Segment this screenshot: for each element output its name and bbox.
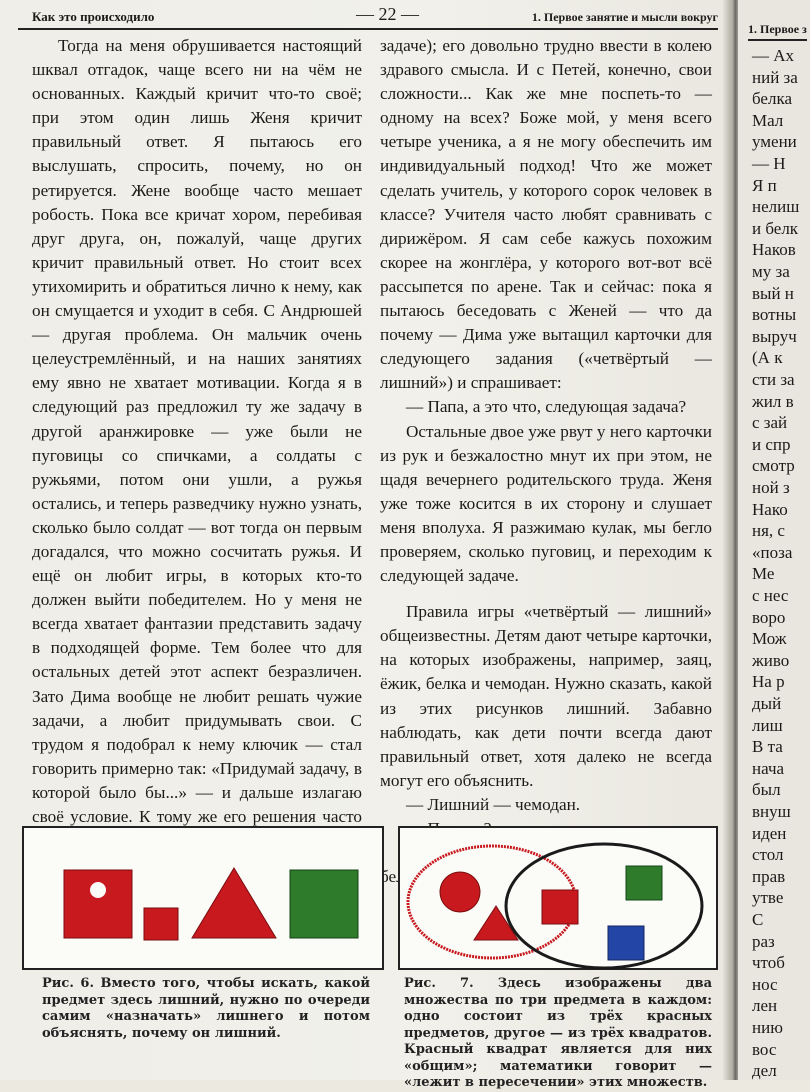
figure-6-caption: Рис. 6. Вместо того, чтобы искать, какой предмет здесь лишний, нужно по очереди самим «назначать» лишнего и потом объяснять, почему он лишний. <box>42 976 370 1041</box>
adjacent-page-line: вотны <box>752 305 797 325</box>
adjacent-page-line: Ме <box>752 564 775 584</box>
adjacent-page-line: и спр <box>752 434 791 454</box>
adjacent-page-line: С <box>752 910 764 929</box>
adjacent-page-line: нелиш <box>752 197 800 217</box>
adjacent-page-line: Я п <box>752 175 777 195</box>
adjacent-page-line: с зай <box>752 413 788 433</box>
adjacent-page-line: и белк <box>752 218 799 238</box>
adjacent-page-line: Нако <box>752 499 788 519</box>
adjacent-page-line: умени <box>752 132 797 152</box>
adjacent-page-line: стол <box>752 845 784 865</box>
red-triangle <box>474 906 518 940</box>
adjacent-page-line: На р <box>752 672 785 692</box>
text-column-left <box>32 34 362 877</box>
adjacent-page-line: вос <box>752 1039 777 1059</box>
blue-square <box>608 926 644 960</box>
dialogue-line: — Папа, а это что, следующая задача? <box>406 397 687 417</box>
figure-6-shapes <box>24 828 382 968</box>
figure-6 <box>22 826 384 970</box>
adjacent-page <box>738 0 810 1080</box>
adjacent-page-line: лиш <box>752 715 783 735</box>
adjacent-page-line: выруч <box>752 326 797 346</box>
adjacent-page-line: ний за <box>752 67 798 87</box>
red-square-with-hole <box>64 870 132 938</box>
paragraph: Остальные двое уже рвут у него карточки из рук и безжалостно мнут их при этом, не щадя вечернего родительского труда. Женя уже тоже косится в их сторону и слушает меня вполуха. Я разжимаю кулак, мы бегло проверяем, сколько пуговиц, и переходим к следующей задаче. <box>380 421 712 586</box>
adjacent-page-line: нача <box>752 758 785 778</box>
adjacent-page-line: дый <box>752 694 782 713</box>
header-section-title: Как это происходило <box>32 9 155 24</box>
adjacent-page-line: Мож <box>752 629 787 649</box>
adjacent-page-line: чтоб <box>752 953 785 973</box>
adjacent-page-line: утве <box>752 888 784 908</box>
paragraph: Тогда на меня обрушивается настоящий шквал отгадок, чаще всего ни на чём не основанных. Каждый кричит что-то своё; при этом один лишь Женя кричит правильный ответ. Я пытаюсь его выслушать, спросить, почему, но он ретируется. Жене вообще часто мешает робость. Пока все кричат хором, перебивая друг друга, он, пожалуй, чаще других кричит правильный ответ. Но стоит всех утихомирить и обратиться лично к нему, как он смущается и уходит в себя. С Андрюшей — другая проблема. Он мальчик очень целеустремлённый, и на наших занятиях ему явно не хватает мотивации. Когда я в следующий раз предложил ту же задачу в другой аранжировке — уже были не пуговицы со спичками, а солдаты с ружьями, потом они ушли, а ружья остались, и теперь разведчику нужно узнать, сколько было солдат — вот тогда он первым догадался, что можно сосчитать ружья. И ещё он любит игры, в которых кто-то должен выйти победителем. Но у меня не всегда хватает фантазии представить задачу в подходящей форме. Тем более что для остальных детей этот аспект безразличен. Зато Дима вообще не любит решать чужие задачи, а любит придумывать свои. С трудом я подобрал к нему ключик — стал говорить примерно так: «Придумай задачу, в которой было бы...» — и дальше излагаю своё условие. К тому же его решения часто <box>32 36 362 826</box>
adjacent-page-line: сти за <box>752 370 795 389</box>
adjacent-page-header: 1. Первое з <box>748 22 807 41</box>
adjacent-page-line: вый н <box>752 283 794 303</box>
adjacent-page-line: внуш <box>752 802 791 821</box>
red-triangle <box>192 868 276 938</box>
adjacent-page-line: прав <box>752 866 786 886</box>
text-column-right <box>380 34 712 889</box>
figure-7-caption: Рис. 7. Здесь изображены два множества по три предмета в каждом: одно состоит из трёх красных предметов, другое — из трёх квадратов. Красный квадрат является для них «общим»; математики говорит — «лежит в пересечении» этих множеств. <box>404 976 712 1090</box>
header-chapter-title: 1. Первое занятие и мысли вокруг <box>531 10 718 24</box>
figure-7 <box>398 826 718 970</box>
red-square-intersection <box>542 890 578 924</box>
adjacent-page-line: белка <box>752 89 793 109</box>
adjacent-page-line: смотр <box>752 456 795 476</box>
adjacent-page-line: «поза <box>752 542 793 562</box>
adjacent-page-line: В та <box>752 737 783 757</box>
adjacent-page-line: с нес <box>752 586 789 605</box>
paragraph: задаче); его довольно трудно ввести в колею здравого смысла. И с Петей, конечно, свои сложности... Как же мне поспеть-то — одному на всех? Боже мой, у меня всего четыре ученика, а я не могу обеспечить им индивидуальный подход! Что же может сделать учитель, у которого сорок человек в классе? Учителя часто любят сравнивать с дирижёром. Я сам себе кажусь похожим скорее на жонглёра, у которого вот-вот всё рассыпется по арене. Так и сейчас: пока я пытаюсь беседовать с Женей — что да почему — Дима уже вытащил карточки для следующего задания («четвёртый — лишний») и спрашивает: <box>380 36 712 393</box>
adjacent-page-line: жил в <box>752 391 794 411</box>
adjacent-page-line: живо <box>752 650 790 670</box>
adjacent-page-line: лен <box>752 996 778 1016</box>
adjacent-page-line: раз <box>752 931 775 951</box>
adjacent-page-line: воро <box>752 607 786 627</box>
red-circle <box>440 872 480 912</box>
adjacent-page-line: — Н <box>752 154 786 173</box>
adjacent-page-line: ной з <box>752 478 790 497</box>
paragraph: Правила игры «четвёртый — лишний» общеизвестны. Детям дают четыре карточки, на которых изображены, например, заяц, ёжик, белка и чемодан. Нужно сказать, какой из этих рисунков лишний. Забавно наблюдать, как дети почти всегда дают правильный ответ, хотя далеко не всегда могут его объяснить. <box>380 602 712 790</box>
adjacent-page-line: Наков <box>752 240 796 260</box>
adjacent-page-line: Мал <box>752 110 784 130</box>
figure-7-shapes <box>400 828 716 968</box>
adjacent-page-line: му за <box>752 262 790 281</box>
adjacent-page-line: иден <box>752 823 787 843</box>
green-square <box>626 866 662 900</box>
green-square <box>290 870 358 938</box>
adjacent-page-line: нос <box>752 974 778 994</box>
dialogue-line: — Лишний — чемодан. <box>406 794 581 814</box>
adjacent-page-line: ня, с <box>752 521 785 541</box>
adjacent-page-line: — Ах <box>752 46 795 65</box>
running-header <box>18 6 718 30</box>
small-red-square <box>144 908 178 940</box>
adjacent-page-line: нию <box>752 1018 783 1037</box>
hole-circle <box>90 882 106 898</box>
page-number: — 22 — <box>356 4 419 24</box>
adjacent-page-line: (А к <box>752 348 783 368</box>
adjacent-page-line: был <box>752 780 781 800</box>
squares-set-ellipse <box>506 844 702 968</box>
adjacent-page-line: дел <box>752 1061 777 1081</box>
